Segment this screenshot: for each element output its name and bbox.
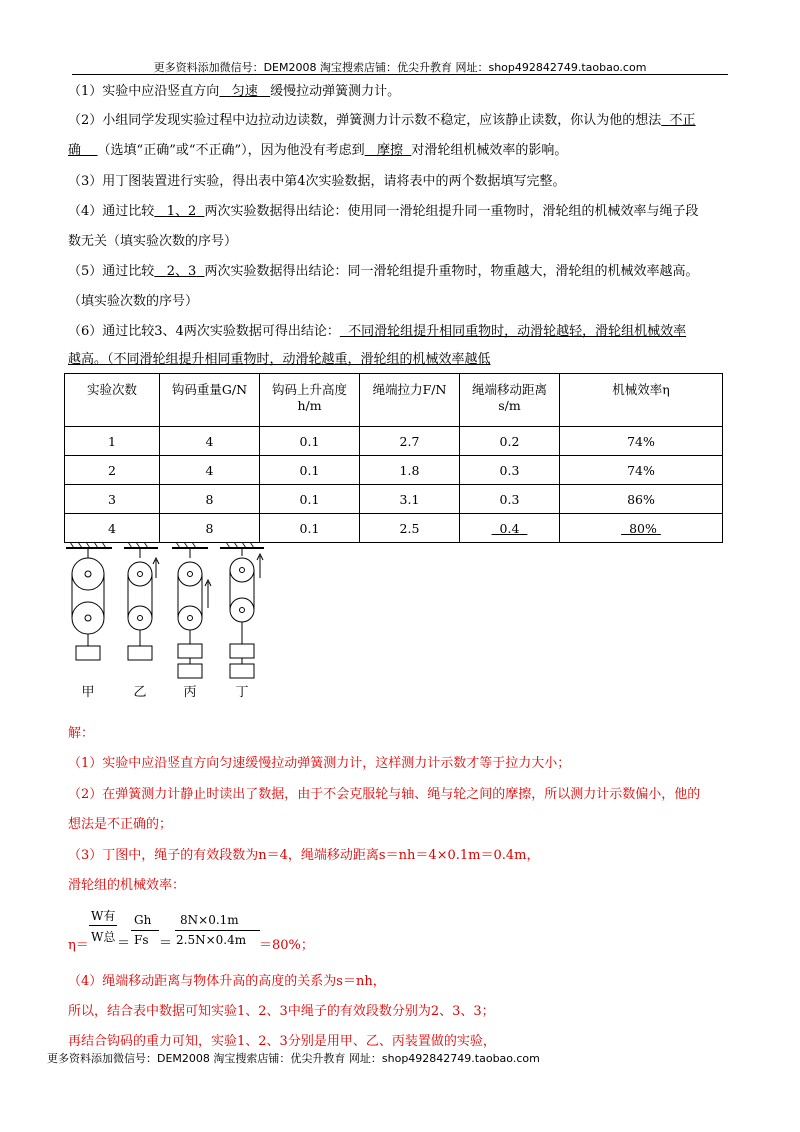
answer-2-line2: 确 （选填“正确”或“不正确”），因为他没有考虑到 摩擦 对滑轮组机械效率的影响。 (68, 143, 568, 158)
page-footer: 更多资料添加微信号：DEM2008 淘宝搜索店铺：优尖升教育 网址：shop492842749.taobao.com (47, 1052, 540, 1065)
answer-4-line1: （4）通过比较 1、2 两次实验数据得出结论：使用同一滑轮组提升同一重物时，滑轮组的机械效率与绳子段 (68, 204, 699, 219)
solution-4c: 再结合钩码的重力可知，实验1、2、3分别是用甲、乙、丙装置做的实验， (68, 1034, 496, 1049)
solution-2-line1: （2）在弹簧测力计静止时读出了数据，由于不会克服轮与轴、绳与轮之间的摩擦，所以测力计示数偏小，他的 (68, 787, 701, 802)
answer-5-line2: （填实验次数的序号） (68, 294, 199, 309)
table-cell: 0.1 (260, 456, 360, 485)
solution-3b: 滑轮组的机械效率： (68, 878, 186, 893)
table-header-cell: 实验次数 (65, 374, 160, 427)
table-cell: 2.7 (360, 427, 460, 456)
answer-3: （3）用丁图装置进行实验，得出表中第4次实验数据，请将表中的两个数据填写完整。 (68, 174, 566, 189)
diagram-label-ding: 丁 (235, 685, 249, 700)
table-header-cell: 绳端拉力F/N (360, 374, 460, 427)
table-cell: 80% (560, 514, 723, 543)
table-cell: 8 (160, 485, 260, 514)
solution-3: （3）丁图中，绳子的有效段数为n＝4，绳端移动距离s＝nh＝4×0.1m＝0.4m， (68, 848, 540, 863)
answer-1: （1）实验中应沿竖直方向 匀速 缓慢拉动弹簧测力计。 (68, 84, 401, 99)
table-cell: 0.1 (260, 485, 360, 514)
table-header-cell: 钩码上升高度h/m (260, 374, 360, 427)
table-cell: 8 (160, 514, 260, 543)
table-cell: 4 (160, 456, 260, 485)
answer-2-line1: （2）小组同学发现实验过程中边拉动边读数，弹簧测力计示数不稳定，应该静止读数，你认为他的想法 不正 (68, 113, 696, 128)
table-header-row (65, 374, 723, 427)
table-row (65, 427, 723, 456)
diagram-label-bing: 丙 (183, 685, 197, 700)
table-cell: 0.4 (460, 514, 560, 543)
table-cell: 4 (65, 514, 160, 543)
diagram-label-yi: 乙 (133, 685, 147, 700)
table-header-cell: 钩码重量G/N (160, 374, 260, 427)
table-cell: 3 (65, 485, 160, 514)
table-cell: 3.1 (360, 485, 460, 514)
page-header: 更多资料添加微信号：DEM2008 淘宝搜索店铺：优尖升教育 网址：shop492842749.taobao.com (153, 61, 647, 74)
solution-title: 解： (68, 726, 95, 741)
eq-fraction-line (89, 925, 117, 926)
table-row (65, 485, 723, 514)
table-header-cell: 机械效率η (560, 374, 723, 427)
answer-6-line2: 越高。（不同滑轮组提升相同重物时，动滑轮越重，滑轮组的机械效率越低 (68, 352, 491, 367)
solution-4b: 所以，结合表中数据可知实验1、2、3中绳子的有效段数分别为2、3、3； (68, 1004, 495, 1019)
table-cell: 74% (560, 456, 723, 485)
solution-4: （4）绳端移动距离与物体升高的高度的关系为s＝nh， (68, 974, 386, 989)
table-cell: 0.3 (460, 456, 560, 485)
answer-4-line2: 数无关（填实验次数的序号） (68, 234, 238, 249)
eq-w-useful: W有 (91, 909, 116, 923)
header-divider (72, 74, 728, 75)
table-cell: 0.3 (460, 485, 560, 514)
solution-2-line2: 想法是不正确的； (68, 817, 173, 832)
data-table (64, 373, 723, 543)
table-cell: 1 (65, 427, 160, 456)
table-cell: 0.1 (260, 514, 360, 543)
eq-gh: Gh (134, 913, 152, 927)
eq-fs: Fs (134, 933, 149, 947)
table-header-cell: 绳端移动距离s/m (460, 374, 560, 427)
pulley-diagram (60, 538, 280, 708)
table-cell: 0.1 (260, 427, 360, 456)
diagram-label-jia: 甲 (81, 685, 95, 700)
table-cell: 2 (65, 456, 160, 485)
table-cell: 2.5 (360, 514, 460, 543)
eq-numerator: 8N×0.1m (180, 913, 239, 927)
table-cell: 1.8 (360, 456, 460, 485)
eq-w-total: W总 (91, 930, 116, 944)
eq-result: ＝80%； (259, 938, 314, 953)
table-row (65, 456, 723, 485)
answer-6-line1: （6）通过比较3、4两次实验数据可得出结论： 不同滑轮组提升相同重物时，动滑轮越轻，滑轮组机械效率 (68, 324, 687, 339)
eq-fraction-line (175, 930, 260, 931)
table-cell: 0.2 (460, 427, 560, 456)
table-cell: 86% (560, 485, 723, 514)
table-cell: 4 (160, 427, 260, 456)
eq-eta: η＝ (68, 938, 89, 953)
table-cell: 74% (560, 427, 723, 456)
eq-denominator: 2.5N×0.4m (176, 933, 247, 947)
eq-fraction-line (131, 930, 159, 931)
answer-5-line1: （5）通过比较 2、3 两次实验数据得出结论：同一滑轮组提升重物时，物重越大，滑轮组的机械效率越高。 (68, 264, 699, 279)
solution-1: （1）实验中应沿竖直方向匀速缓慢拉动弹簧测力计，这样测力计示数才等于拉力大小； (68, 756, 571, 771)
